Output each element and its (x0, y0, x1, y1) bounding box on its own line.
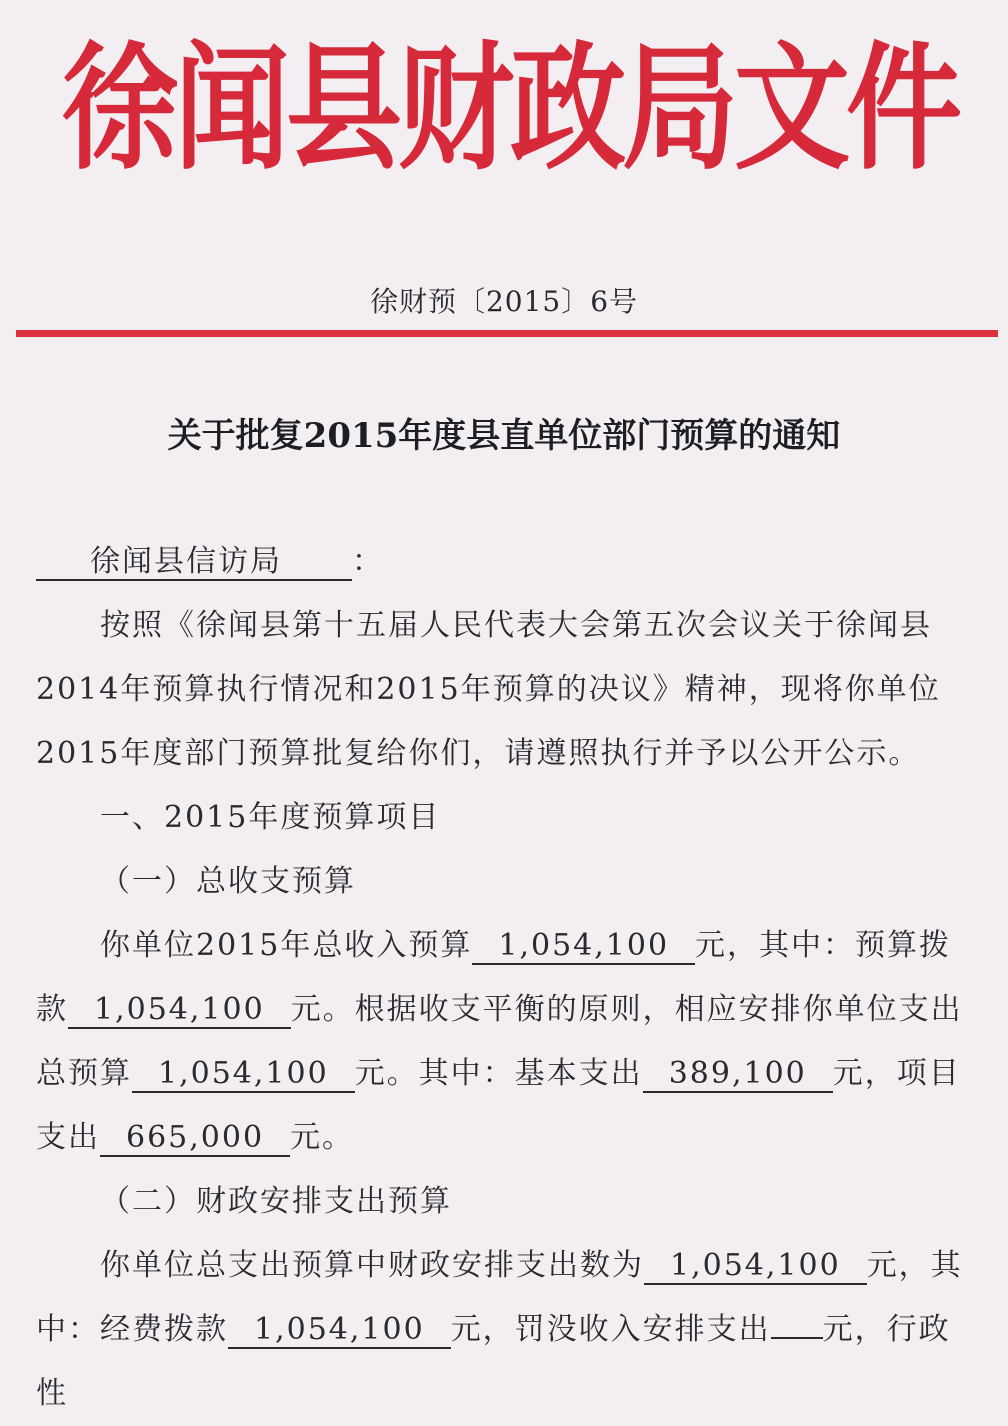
document-number: 徐财预〔2015〕6号 (369, 285, 639, 318)
subsection-heading-total-budget: （一）总收支预算 (100, 864, 356, 899)
text-segment: 元。 (290, 1120, 355, 1155)
text-segment: 元，项目支出 (36, 1056, 961, 1155)
subsection-heading-fiscal-expenditure: （二）财政安排支出预算 (100, 1184, 452, 1219)
recipient-line (36, 530, 971, 594)
text-segment: 你单位2015年总收入预算 (100, 928, 473, 963)
text-segment: 元，其中：预算拨款 (36, 928, 952, 1027)
notice-title: 关于批复2015年度县直单位部门预算的通知 (167, 416, 841, 456)
fiscal-arranged-amount: 1,054,100 (644, 1249, 867, 1285)
issuer-red-header: 徐闻县财政局文件 (62, 28, 958, 189)
text-segment: 元，罚没收入安排支出 (450, 1312, 771, 1347)
text-segment: 元，其中：经费拨款 (36, 1248, 963, 1347)
intro-paragraph: 按照《徐闻县第十五届人民代表大会第五次会议关于徐闻县2014年预算执行情况和2015年预算的决议》精神，现将你单位2015年度部门预算批复给你们，请遵照执行并予以公开公示。 (36, 608, 941, 771)
recipient-name: 徐闻县信访局 (36, 545, 352, 581)
total-budget-paragraph (36, 914, 971, 1170)
text-segment: 元，行政性 (36, 1312, 951, 1411)
total-income-amount: 1,054,100 (472, 929, 695, 965)
text-segment: 你单位总支出预算中财政安排支出数为 (100, 1248, 644, 1283)
total-expenditure-amount: 1,054,100 (132, 1057, 355, 1093)
funding-appropriation-amount: 1,054,100 (228, 1313, 451, 1349)
section-heading-1: 一、2015年度预算项目 (100, 800, 441, 835)
recipient-colon: ： (352, 544, 384, 579)
project-expenditure-amount: 665,000 (100, 1121, 290, 1157)
text-segment: 元。根据收支平衡的原则，相应安排你单位支出总预算 (36, 992, 963, 1091)
fiscal-expenditure-paragraph (36, 1234, 971, 1426)
text-segment: 元。其中：基本支出 (354, 1056, 643, 1091)
budget-appropriation-amount: 1,054,100 (68, 993, 291, 1029)
notice-body (36, 530, 971, 1426)
red-divider-line (16, 330, 998, 337)
basic-expenditure-amount: 389,100 (643, 1057, 833, 1093)
fines-expenditure-amount (771, 1337, 823, 1339)
